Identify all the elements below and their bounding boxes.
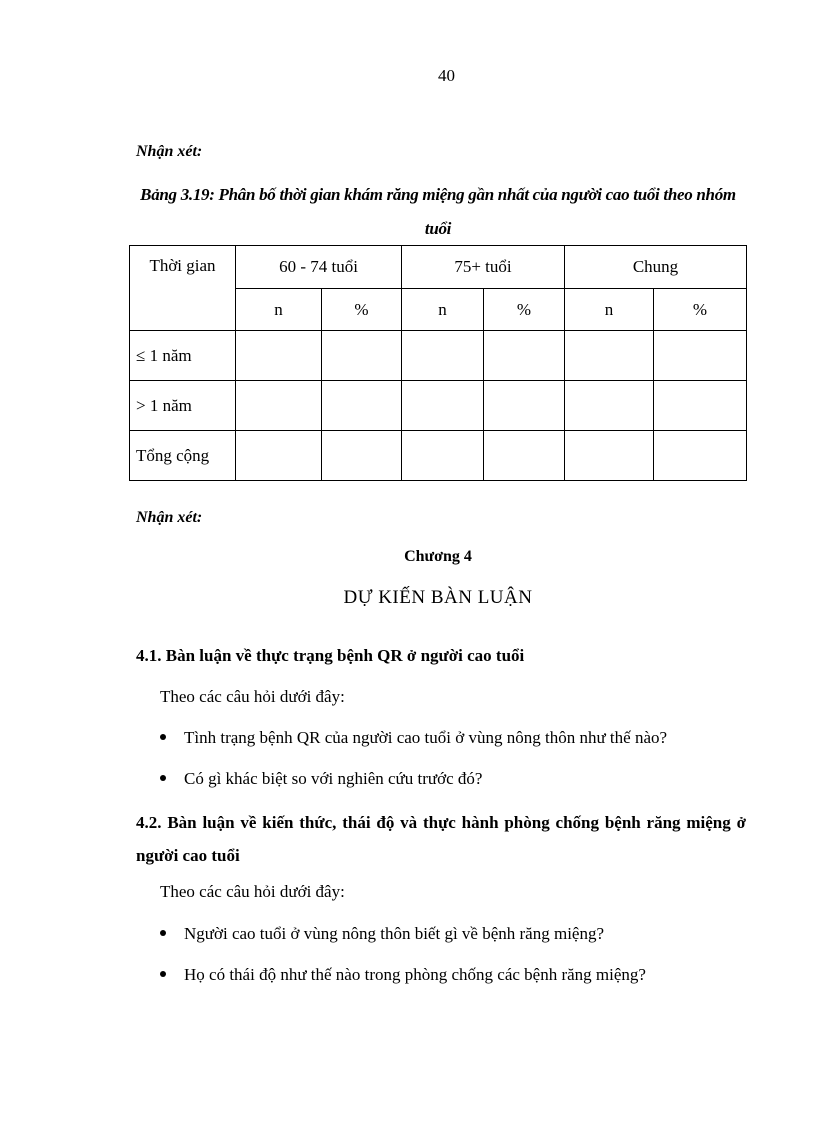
table-cell: [654, 381, 747, 431]
list-item: [160, 728, 667, 748]
table-cell: [236, 331, 322, 381]
table-cell: [322, 431, 402, 481]
list-item: [160, 924, 604, 944]
table-cell: [654, 331, 747, 381]
table-cell: [322, 381, 402, 431]
bullet-icon: [160, 775, 166, 781]
sub-header: %: [322, 289, 402, 331]
sub-header: %: [484, 289, 565, 331]
table-cell: [402, 431, 484, 481]
sub-header: %: [654, 289, 747, 331]
table-cell: [484, 331, 565, 381]
list-item: [160, 769, 482, 789]
table-cell: [565, 331, 654, 381]
table-row: [130, 381, 747, 431]
bullet-icon: [160, 734, 166, 740]
table-cell: [565, 381, 654, 431]
list-item: [160, 965, 646, 985]
data-table: [129, 245, 747, 481]
list-item-text: Họ có thái độ như thế nào trong phòng chống các bệnh răng miệng?: [184, 965, 646, 984]
table-cell: [565, 431, 654, 481]
remark-label-bottom: Nhận xét:: [136, 509, 203, 526]
table-caption: Bảng 3.19: Phân bố thời gian khám răng miệng gần nhất của người cao tuổi theo nhóm tuổi: [140, 185, 736, 238]
table-cell: [654, 431, 747, 481]
sub-header: n: [565, 289, 654, 331]
sub-header: n: [402, 289, 484, 331]
list-item-text: Người cao tuổi ở vùng nông thôn biết gì về bệnh răng miệng?: [184, 924, 605, 943]
list-item-text: Có gì khác biệt so với nghiên cứu trước đó?: [184, 769, 483, 788]
group-header: 75+ tuổi: [402, 246, 565, 289]
table-cell: [402, 331, 484, 381]
chapter-number: Chương 4: [404, 548, 472, 565]
table-header-row: [130, 246, 747, 289]
row-label: ≤ 1 năm: [130, 331, 236, 381]
sub-header: n: [236, 289, 322, 331]
table-cell: [484, 381, 565, 431]
group-header: Chung: [565, 246, 747, 289]
list-item-text: Tình trạng bệnh QR của người cao tuổi ở vùng nông thôn như thế nào?: [184, 728, 668, 747]
table-row: [130, 431, 747, 481]
section-intro: Theo các câu hỏi dưới đây:: [160, 882, 345, 901]
table-cell: [322, 331, 402, 381]
row-label: > 1 năm: [130, 381, 236, 431]
row-label: Tổng cộng: [130, 431, 236, 481]
table-cell: [484, 431, 565, 481]
table-cell: [402, 381, 484, 431]
corner-header: Thời gian: [130, 246, 236, 331]
section-heading-4-1: 4.1. Bàn luận về thực trạng bệnh QR ở người cao tuổi: [136, 646, 525, 665]
page-number: 40: [438, 66, 455, 85]
section-heading-4-2: 4.2. Bàn luận về kiến thức, thái độ và thực hành phòng chống bệnh răng miệng ở người cao tuổi: [136, 813, 746, 865]
table-row: [130, 331, 747, 381]
table-cell: [236, 381, 322, 431]
bullet-icon: [160, 930, 166, 936]
chapter-title: DỰ KIẾN BÀN LUẬN: [343, 587, 533, 608]
table-cell: [236, 431, 322, 481]
section-intro: Theo các câu hỏi dưới đây:: [160, 687, 345, 706]
bullet-icon: [160, 971, 166, 977]
group-header: 60 - 74 tuổi: [236, 246, 402, 289]
remark-label-top: Nhận xét:: [136, 143, 203, 160]
